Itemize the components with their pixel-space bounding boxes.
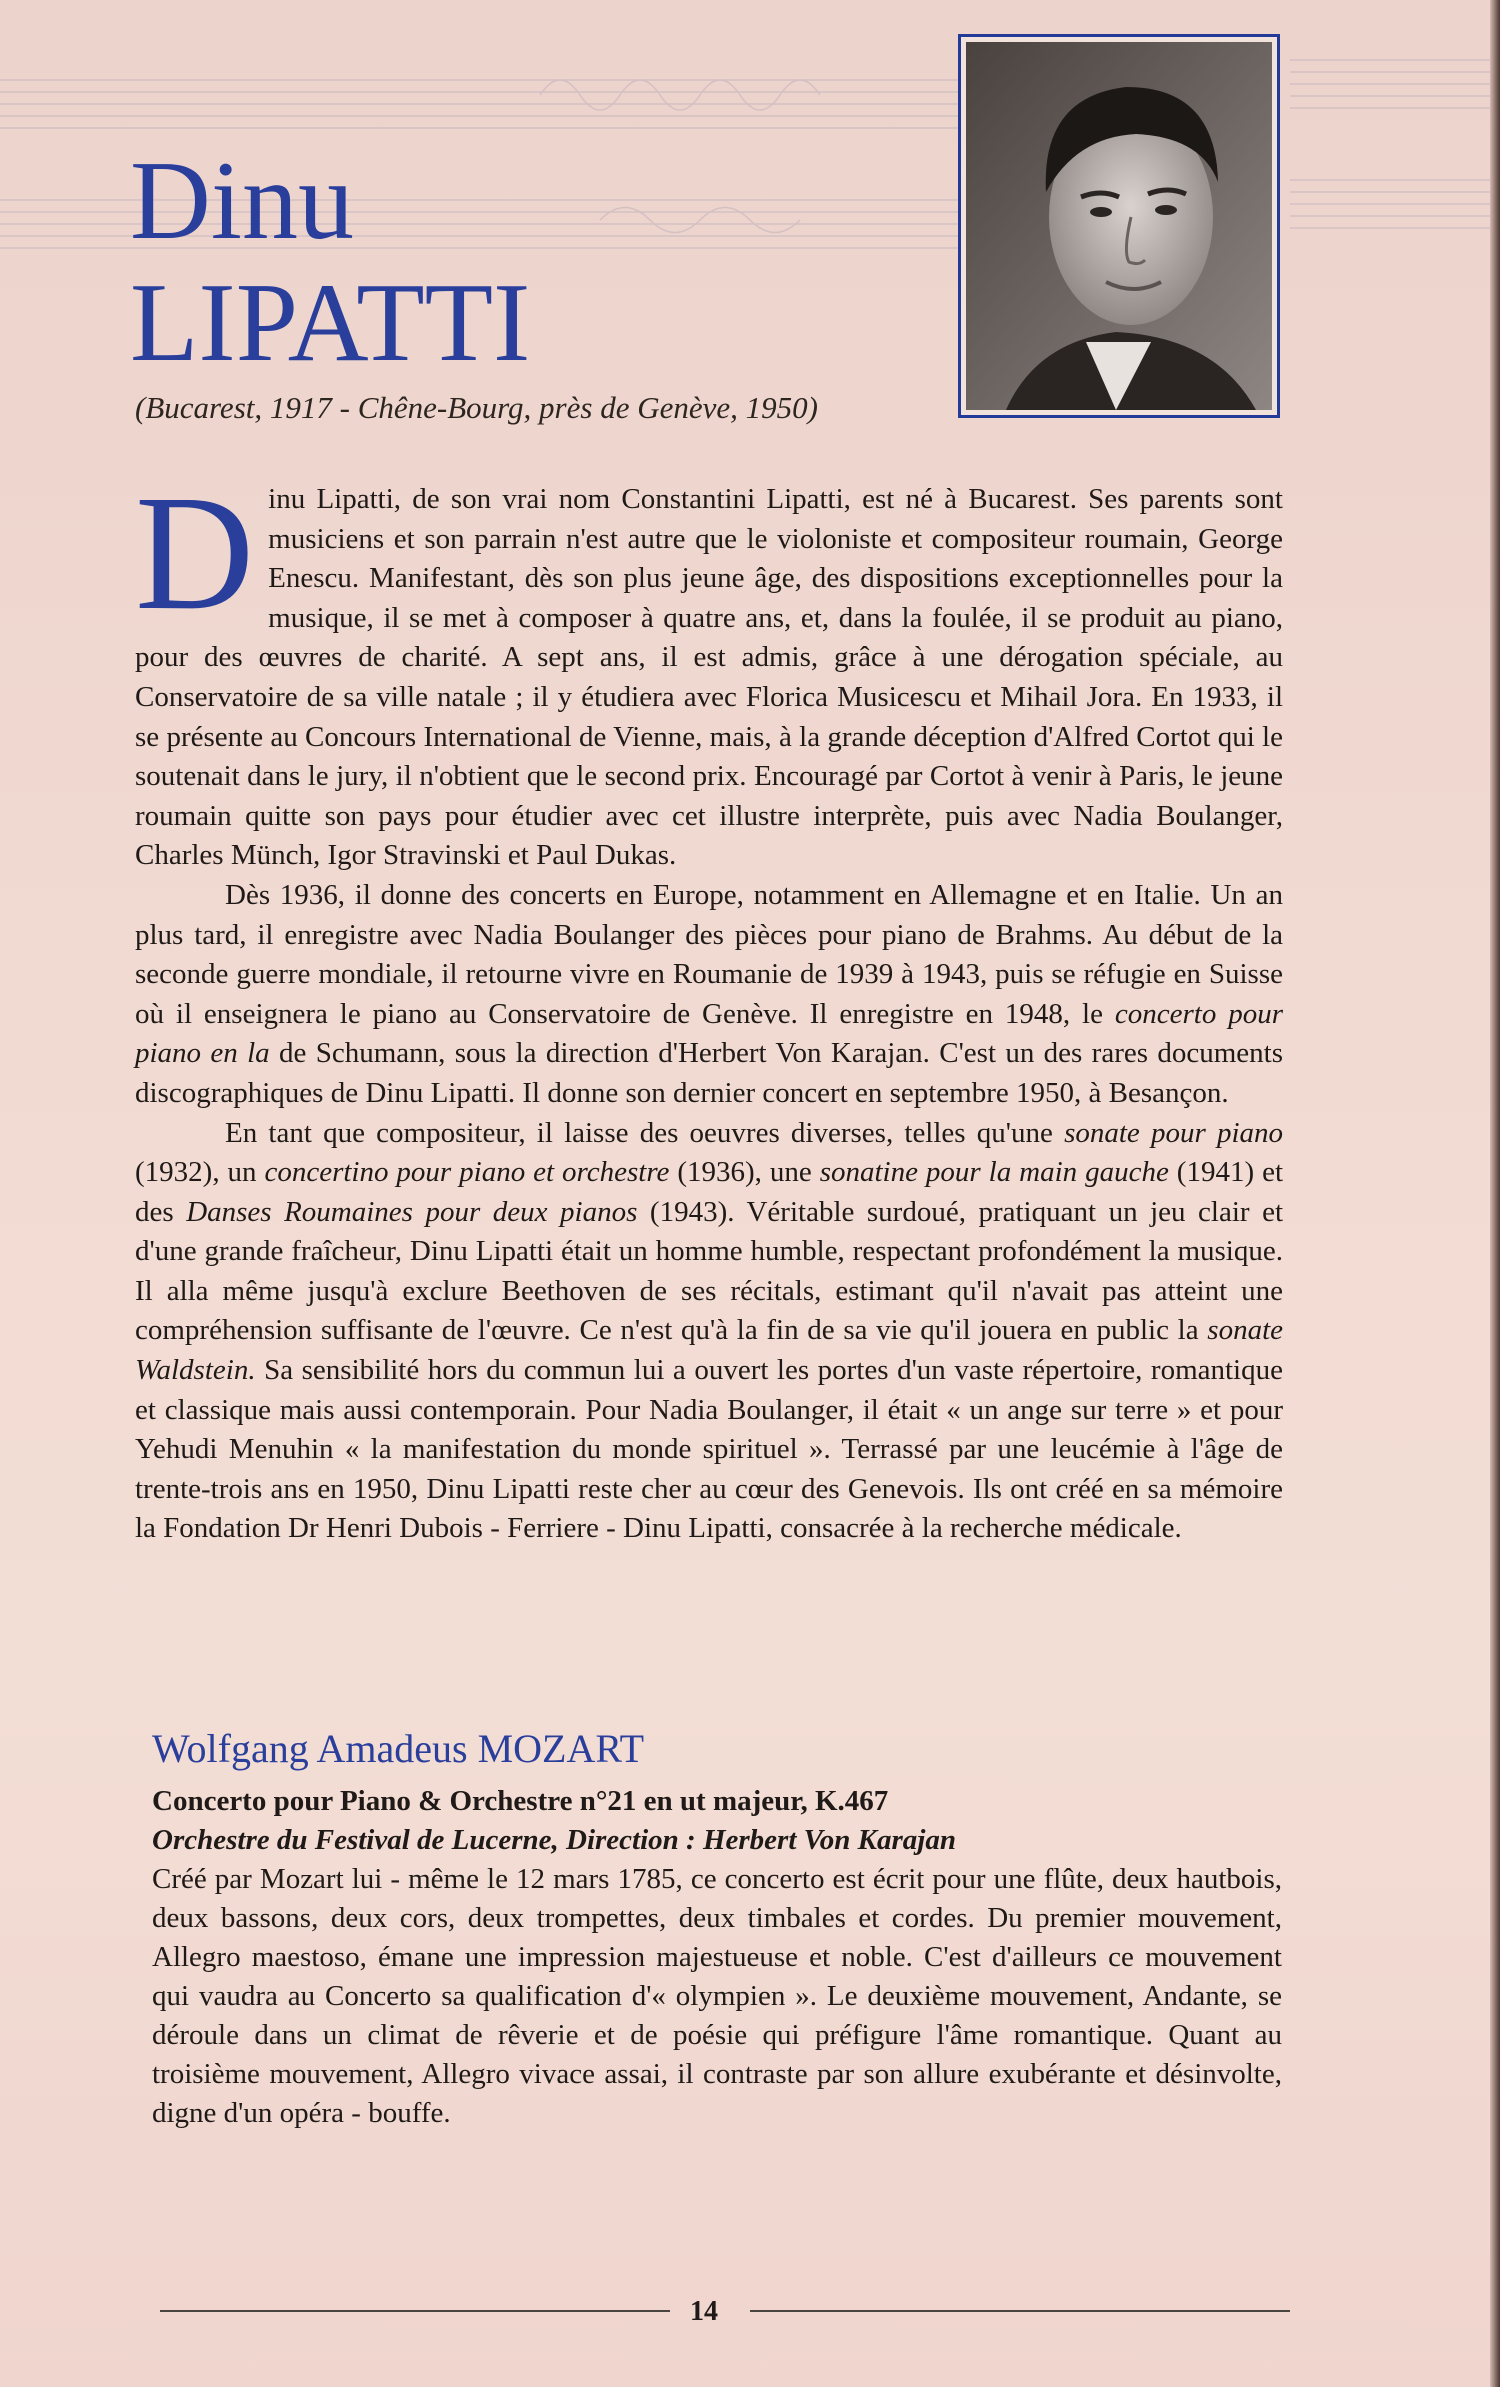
piece-performers: Orchestre du Festival de Lucerne, Direction : Herbert Von Karajan [152,1824,956,1856]
footer-rule-left [160,2310,670,2312]
page-number: 14 [690,2296,718,2327]
biography-text-run: (1936), une [669,1156,820,1189]
artist-name [130,140,530,384]
page-edge [1490,0,1500,2387]
artist-dates: (Bucarest, 1917 - Chêne-Bourg, près de Genève, 1950) [135,390,818,425]
work-title: sonate Waldstein. [135,1314,1283,1387]
biography-text-run: (1932), un [135,1156,265,1189]
biography-text [135,461,1284,1549]
portrait-photo-icon [966,42,1272,410]
biography-text-run: Sa sensibilité hors du commun lui a ouvert les portes d'un vaste répertoire, romantique et classique mais aussi contemporain. Pour Nadia Boulanger, il était « un ange sur terre » et pour Yehudi Menuhin « la manifestation du monde spirituel ». Terrassé par une leucémie à l'âge de trente-trois ans en 1950, Dinu Lipatti reste cher au cœur des Genevois. Ils ont créé en sa mémoire la Fondation Dr Henri Dubois - Ferriere - Dinu Lipatti, consacrée à la recherche médicale. [135,1354,1283,1545]
portrait-frame [958,34,1280,418]
biography-paragraph [135,876,1283,1114]
piece-description: Créé par Mozart lui - même le 12 mars 1785, ce concerto est écrit pour une flûte, deux hautbois, deux bassons, deux cors, deux trompettes, deux timbales et cordes. Du premier mouvement, Allegro maestoso, émane une impression majestueuse et noble. C'est d'ailleurs ce mouvement qui vaudra au Concerto sa qualification d'« olympien ». Le deuxième mouvement, Andante, se déroule dans un climat de rêverie et de poésie qui préfigure l'âme romantique. Quant au troisième mouvement, Allegro vivace assai, il contraste par son allure exubérante et désinvolte, digne d'un opéra - bouffe. [152,1863,1282,2129]
biography-paragraph [135,1114,1283,1550]
footer-rule-right [750,2310,1290,2312]
work-title: concertino pour piano et orchestre [264,1156,670,1189]
work-title: Danses Roumaines pour deux pianos [186,1195,638,1228]
biography-text-run: Dès 1936, il donne des concerts en Europe, notamment en Allemagne et en Italie. Un an plus tard, il enregistre avec Nadia Boulanger des pièces pour piano de Brahms. Au début de la seconde guerre mondiale, il retourne vivre en Roumanie de 1939 à 1943, puis se réfugie en Suisse où il enseignera le piano au Conservatoire de Genève. Il enregistre en 1948, le [135,878,1283,1030]
drop-cap: D [135,461,255,644]
work-title: concerto pour piano en la [135,997,1284,1070]
work-title: sonatine pour la main gauche [819,1156,1169,1189]
work-title: sonate pour piano [1064,1116,1283,1149]
piece-title: Concerto pour Piano & Orchestre n°21 en ut majeur, K.467 [152,1785,889,1817]
biography-text-run: de Schumann, sous la direction d'Herbert Von Karajan. C'est un des rares documents discographiques de Dinu Lipatti. Il donne son dernier concert en septembre 1950, à Besançon. [135,1037,1283,1109]
artist-last-name: LIPATTI [130,261,531,385]
artist-first-name: Dinu [130,139,354,263]
biography-text-run: En tant que compositeur, il laisse des oeuvres diverses, telles qu'une [225,1116,1065,1149]
biography-paragraph [135,461,1283,876]
piece-section [152,1782,1282,2133]
composer-heading: Wolfgang Amadeus MOZART [152,1726,645,1771]
biography-text-run: (1943). Véritable surdoué, pratiquant un jeu clair et d'une grande fraîcheur, Dinu Lipatti était un homme humble, respectant profondément la musique. Il alla même jusqu'à exclure Beethoven de ses récitals, estimant qu'il n'avait pas atteint une compréhension suffisante de l'œuvre. Ce n'est qu'à la fin de sa vie qu'il jouera en public la [135,1195,1283,1347]
biography-text-run: (1941) et des [135,1156,1283,1228]
biography-text-run: inu Lipatti, de son vrai nom Constantini Lipatti, est né à Bucarest. Ses parents sont musiciens et son parrain n'est autre que le violoniste et compositeur roumain, George Enescu. Manifestant, dès son plus jeune âge, des dispositions exceptionnelles pour la musique, il se met à composer à quatre ans, et, dans la foulée, il se produit au piano, pour des œuvres de charité. A sept ans, il est admis, grâce à une dérogation spéciale, au Conservatoire de sa ville natale ; il y étudiera avec Florica Musicescu et Mihail Jora. En 1933, il se présente au Concours International de Vienne, mais, à la grande déception d'Alfred Cortot qui le soutenait dans le jury, il n'obtient que le second prix. Encouragé par Cortot à venir à Paris, le jeune roumain quitte son pays pour étudier avec cet illustre interprète, puis avec Nadia Boulanger, Charles Münch, Igor Stravinski et Paul Dukas. [135,483,1283,872]
